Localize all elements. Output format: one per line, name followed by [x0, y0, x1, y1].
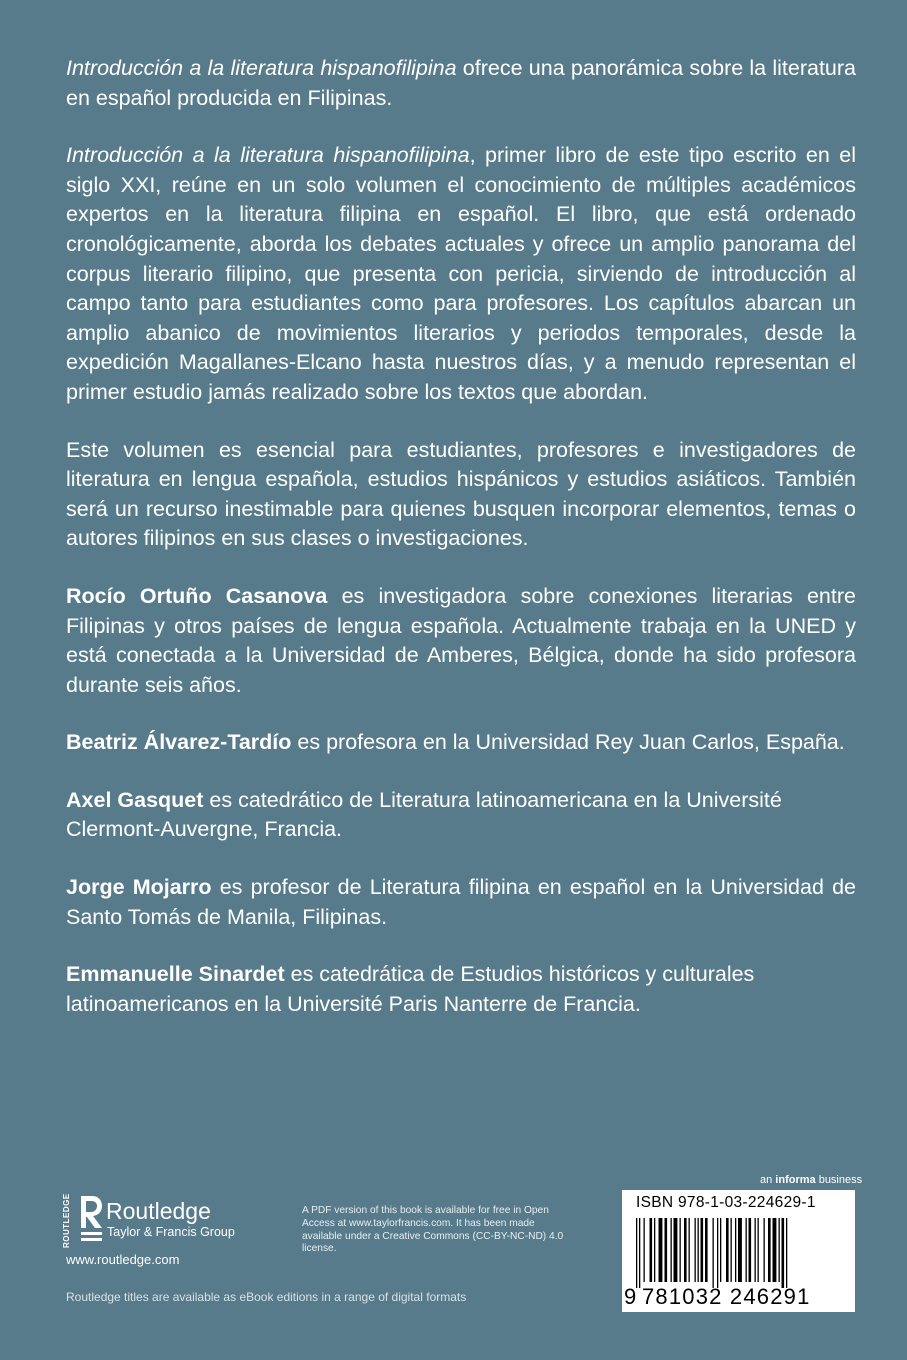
publisher-group: Taylor & Francis Group — [107, 1225, 235, 1239]
publisher-name: Routledge — [106, 1198, 211, 1224]
informa-tagline: an informa business — [760, 1174, 863, 1186]
barcode-bar — [695, 1218, 696, 1282]
barcode-bar — [782, 1218, 785, 1288]
barcode-bar — [698, 1218, 699, 1282]
author-bio-text: es profesor de Literatura filipina en español en la Universidad de Santo Tomás de Manila, Filipinas. — [66, 875, 856, 929]
barcode-bar — [768, 1218, 771, 1282]
description-paragraph — [66, 141, 856, 407]
barcode-bars — [634, 1218, 844, 1290]
barcode-bar — [713, 1218, 714, 1288]
author-bio — [66, 786, 856, 845]
author-bio-text: es catedrática de Estudios históricos y culturales latinoamericanos en la Université Paris Nanterre de Francia. — [66, 962, 755, 1016]
barcode-bar — [746, 1218, 747, 1282]
barcode-bar — [779, 1218, 780, 1282]
barcode-bar — [705, 1218, 708, 1282]
author-bio — [66, 960, 856, 1019]
publisher-vertical-label: ROUTLEDGE — [62, 1193, 71, 1248]
barcode-bar — [764, 1218, 765, 1282]
author-name: Axel Gasquet — [66, 787, 204, 812]
barcode-bar — [650, 1218, 653, 1282]
barcode-bar — [654, 1218, 655, 1282]
barcode-bar — [674, 1218, 678, 1282]
barcode-bar — [735, 1218, 736, 1282]
author-bio-text: es catedrático de Literatura latinoamericana en la Université Clermont-Auvergne, Francia. — [66, 787, 782, 842]
isbn-barcode: ISBN 978-1-03-224629-1 9 781032 246291 — [622, 1190, 855, 1312]
back-cover-text — [66, 54, 856, 1047]
author-bio-text: es profesora en la Universidad Rey Juan Carlos, España. — [291, 730, 845, 755]
author-name: Jorge Mojarro — [66, 875, 212, 900]
barcode-bar — [684, 1218, 687, 1282]
routledge-r-logo-icon — [78, 1194, 104, 1246]
barcode-bar — [680, 1218, 681, 1282]
barcode-bar — [758, 1218, 759, 1282]
barcode-bar — [671, 1218, 672, 1282]
audience-paragraph: Este volumen es esencial para estudiantes, profesores e investigadores de literatura en lengua española, estudios hispánicos y estudios asiáticos. También será un recurso inestimable para quienes busquen incorporar elementos, temas o autores filipinos en sus clases o investigaciones. — [66, 437, 856, 551]
barcode-bar — [726, 1218, 729, 1282]
barcode-bar — [659, 1218, 663, 1282]
author-name: Beatriz Álvarez-Tardío — [66, 730, 292, 755]
open-access-note: A PDF version of this book is available for free in Open Access at www.taylorfrancis.com. It has been made available under a Creative Commons (CC-BY-NC-ND) 4.0 license. — [302, 1205, 564, 1255]
barcode-bar — [717, 1218, 718, 1288]
intro-paragraph — [66, 54, 856, 113]
barcode-bar — [773, 1218, 777, 1282]
author-bio — [66, 728, 856, 758]
barcode-bar — [639, 1218, 640, 1288]
book-title-italic: Introducción a la literatura hispanofilipina — [66, 56, 457, 80]
barcode-bar — [665, 1218, 668, 1282]
barcode-bar — [636, 1218, 637, 1288]
author-name: Emmanuelle Sinardet — [66, 962, 285, 987]
author-bio-text: es investigadora sobre conexiones literarias entre Filipinas y otros países de lengua española. Actualmente trabaja en la UNED y está conectada a la Universidad de Amberes, Bélgica, donde ha sido profesora durante seis años. — [66, 583, 856, 697]
barcode-bar — [720, 1218, 721, 1282]
description-text: , primer libro de este tipo escrito en el siglo XXI, reúne en un solo volumen el conocimiento de múltiples académicos expertos en la literatura filipina en español. El libro, que está ordenado cronológicamente, aborda los debates actuales y ofrece un amplio panorama del corpus literario filipino, que presenta con pericia, sirviendo de introducción al campo tanto para estudiantes como para profesores. Los capítulos abarcan un amplio abanico de movimientos literarios y periodos temporales, desde la expedición Magallanes-Elcano hasta nuestros días, y a menudo representan el primer estudio jamás realizado sobre los textos que abordan. — [66, 143, 857, 404]
book-title-italic: Introducción a la literatura hispanofilipina — [66, 143, 470, 168]
barcode-bar — [731, 1218, 732, 1282]
publisher-website: www.routledge.com — [66, 1252, 180, 1267]
author-name: Rocío Ortuño Casanova — [66, 583, 328, 608]
barcode-bar — [738, 1218, 742, 1282]
barcode-bar — [689, 1218, 690, 1282]
barcode-bar — [701, 1218, 704, 1282]
barcode-bar — [644, 1218, 645, 1282]
author-bio — [66, 582, 856, 700]
author-bio — [66, 873, 856, 932]
barcode-bar — [749, 1218, 752, 1282]
barcode-bar — [755, 1218, 756, 1282]
ebook-note: Routledge titles are available as eBook editions in a range of digital formats — [66, 1290, 467, 1304]
barcode-bar — [786, 1218, 787, 1288]
isbn-number: ISBN 978-1-03-224629-1 — [636, 1194, 816, 1211]
intro-text: ofrece una panorámica sobre la literatura en español producida en Filipinas. — [66, 56, 856, 110]
